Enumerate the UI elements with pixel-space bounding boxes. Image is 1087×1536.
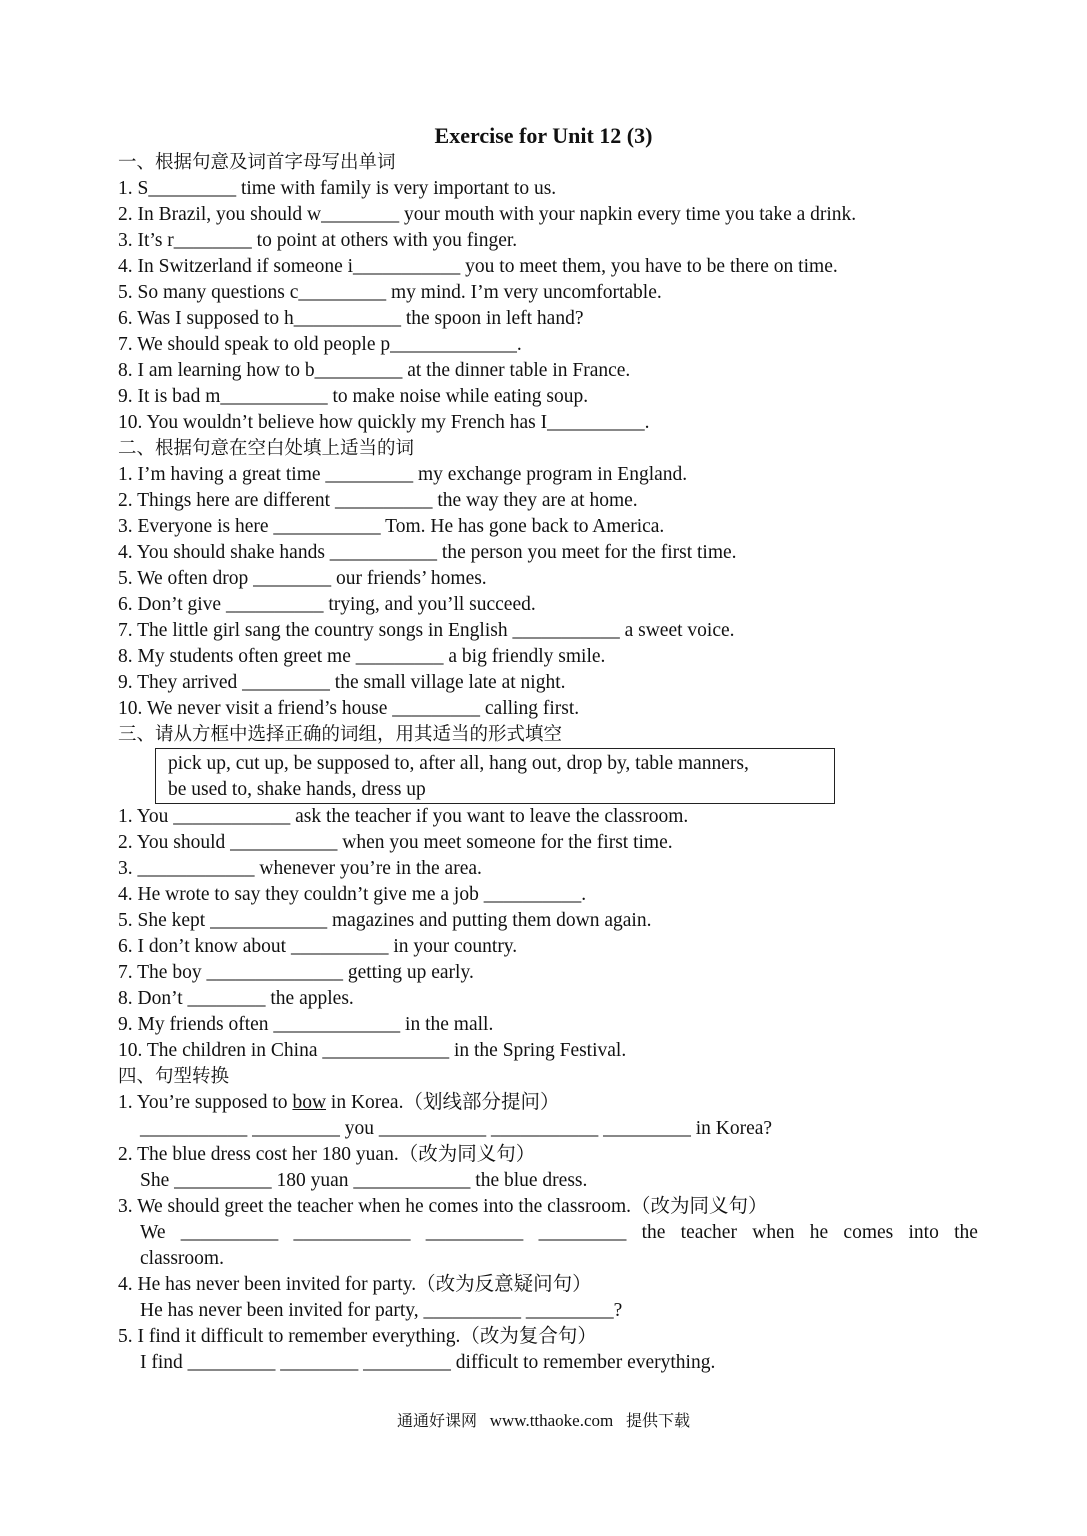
s4-question-4: 4. He has never been invited for party.（改为反意疑问句） xyxy=(118,1274,592,1295)
s1-item: 4. In Switzerland if someone i___________ you to meet them, you have to be there on time. xyxy=(118,256,838,277)
q3-word: __________ xyxy=(425,1222,524,1243)
section2-heading: 二、根据句意在空白处填上适当的词 xyxy=(118,438,415,459)
section4-heading: 四、句型转换 xyxy=(118,1066,230,1087)
s4-answer-4: He has never been invited for party, __________ _________? xyxy=(140,1300,623,1321)
q3-word: _________ xyxy=(538,1222,627,1243)
s4-answer-5: I find _________ ________ _________ difficult to remember everything. xyxy=(140,1352,716,1373)
q3-word: he xyxy=(809,1222,829,1243)
s3-item: 6. I don’t know about __________ in your country. xyxy=(118,936,518,957)
s1-item: 1. S_________ time with family is very important to us. xyxy=(118,178,557,199)
q1-underlined-word: bow xyxy=(292,1092,327,1113)
s3-item: 5. She kept ____________ magazines and putting them down again. xyxy=(118,910,652,931)
s2-item: 4. You should shake hands ___________ the person you meet for the first time. xyxy=(118,542,737,563)
s4-question-1 xyxy=(118,1090,978,1116)
s2-item: 8. My students often greet me _________ a big friendly smile. xyxy=(118,646,606,667)
s1-item: 10. You wouldn’t believe how quickly my French has I__________. xyxy=(118,412,650,433)
section1-heading: 一、根据句意及词首字母写出单词 xyxy=(118,152,396,173)
s3-item: 9. My friends often _____________ in the mall. xyxy=(118,1014,494,1035)
s1-item: 7. We should speak to old people p_____________. xyxy=(118,334,522,355)
s3-item: 1. You ____________ ask the teacher if you want to leave the classroom. xyxy=(118,806,689,827)
s2-item: 10. We never visit a friend’s house _________ calling first. xyxy=(118,698,580,719)
s1-item: 2. In Brazil, you should w________ your mouth with your napkin every time you take a drink. xyxy=(118,204,857,225)
q3-word: into xyxy=(908,1222,939,1243)
s4-answer-2: She __________ 180 yuan ____________ the blue dress. xyxy=(140,1170,588,1191)
q3-word: We xyxy=(140,1222,166,1243)
word-bank-box xyxy=(155,748,835,804)
s4-question-3: 3. We should greet the teacher when he comes into the classroom.（改为同义句） xyxy=(118,1196,768,1217)
s1-item: 6. Was I supposed to h___________ the spoon in left hand? xyxy=(118,308,584,329)
s4-answer-3-cont: classroom. xyxy=(140,1248,224,1269)
page-title: Exercise for Unit 12 (3) xyxy=(434,123,653,148)
q3-word: when xyxy=(752,1222,795,1243)
q3-word: ____________ xyxy=(293,1222,411,1243)
s1-item: 8. I am learning how to b_________ at the dinner table in France. xyxy=(118,360,631,381)
s3-item: 8. Don’t ________ the apples. xyxy=(118,988,354,1009)
s1-item: 9. It is bad m___________ to make noise while eating soup. xyxy=(118,386,589,407)
q3-word: __________ xyxy=(180,1222,279,1243)
q3-word: comes xyxy=(843,1222,894,1243)
section3-heading: 三、请从方框中选择正确的词组，用其适当的形式填空 xyxy=(118,724,563,745)
s2-item: 1. I’m having a great time _________ my exchange program in England. xyxy=(118,464,688,485)
s3-item: 10. The children in China _____________ in the Spring Festival. xyxy=(118,1040,627,1061)
s1-item: 3. It’s r________ to point at others with you finger. xyxy=(118,230,518,251)
q3-word: the xyxy=(641,1222,666,1243)
s3-item: 7. The boy ______________ getting up early. xyxy=(118,962,474,983)
s2-item: 7. The little girl sang the country songs in English ___________ a sweet voice. xyxy=(118,620,735,641)
s4-answer-3 xyxy=(118,1220,978,1246)
s4-question-5: 5. I find it difficult to remember everything.（改为复合句） xyxy=(118,1326,597,1347)
word-bank-line: be used to, shake hands, dress up xyxy=(168,779,426,800)
q3-word: the xyxy=(954,1222,978,1243)
footer-url[interactable]: www.tthaoke.com xyxy=(489,1411,614,1430)
s4-answer-1: ___________ _________ you ___________ ___________ _________ in Korea? xyxy=(140,1118,773,1139)
worksheet-content xyxy=(118,150,978,1376)
word-bank-line: pick up, cut up, be supposed to, after all, hang out, drop by, table manners, xyxy=(168,753,749,774)
q1-pre: 1. You’re supposed to xyxy=(118,1092,293,1113)
s2-item: 9. They arrived _________ the small village late at night. xyxy=(118,672,566,693)
s2-item: 2. Things here are different __________ the way they are at home. xyxy=(118,490,638,511)
s3-item: 4. He wrote to say they couldn’t give me a job __________. xyxy=(118,884,587,905)
page-footer xyxy=(0,1409,1087,1433)
footer-download-text: 提供下载 xyxy=(626,1411,691,1430)
s2-item: 5. We often drop ________ our friends’ homes. xyxy=(118,568,487,589)
s3-item: 3. ____________ whenever you’re in the area. xyxy=(118,858,482,879)
s1-item: 5. So many questions c_________ my mind. I’m very uncomfortable. xyxy=(118,282,662,303)
s3-item: 2. You should ___________ when you meet someone for the first time. xyxy=(118,832,673,853)
q3-word: teacher xyxy=(680,1222,737,1243)
q1-post: in Korea.（划线部分提问） xyxy=(326,1092,560,1113)
footer-site-name: 通通好课网 xyxy=(396,1411,477,1430)
s4-question-2: 2. The blue dress cost her 180 yuan.（改为同义句） xyxy=(118,1144,536,1165)
s2-item: 3. Everyone is here ___________ Tom. He has gone back to America. xyxy=(118,516,665,537)
s2-item: 6. Don’t give __________ trying, and you’ll succeed. xyxy=(118,594,536,615)
